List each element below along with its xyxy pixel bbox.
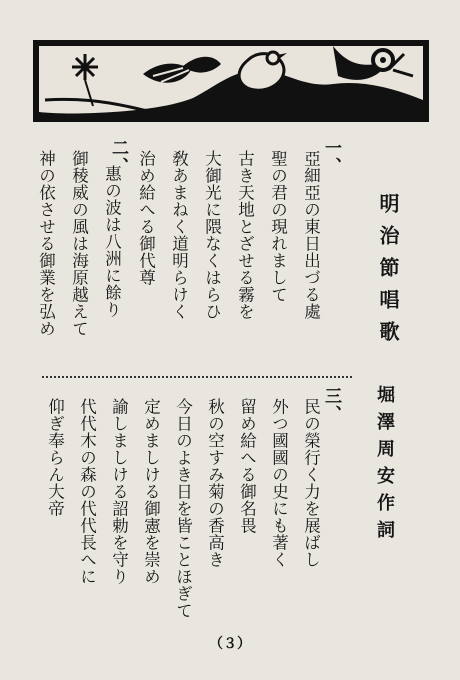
verse-line: 定めましける御憲を崇め: [141, 398, 161, 585]
section-number: 三、: [321, 387, 341, 423]
verse-line: 外つ國國の史にも著く: [269, 398, 289, 568]
woodcut-illustration: [33, 40, 429, 122]
verse-line: 大御光に隈なくはらひ: [202, 150, 222, 320]
verse-line: 代代木の森の代代長へに: [77, 398, 97, 585]
section-divider: [42, 376, 352, 378]
verse-line: 古き天地とざせる霧を: [235, 150, 255, 320]
verse-line: 治め給へる御代尊: [136, 150, 156, 286]
author-credit: 堀澤周安作詞: [374, 385, 395, 547]
verse-line: 今日のよき日を皆ことほぎて: [173, 398, 193, 619]
verse-line: 亞細亞の東日出づる處: [301, 150, 321, 320]
page-number: （３）: [209, 636, 251, 652]
verse-line: 秋の空すみ菊の香高き: [205, 398, 225, 568]
verse-line: 民の榮行く力を展ばし: [301, 398, 321, 568]
verse-line: 神の依させる御業を弘め: [36, 150, 56, 337]
header-banner: [33, 40, 429, 122]
song-title: 明治節唱歌: [376, 193, 400, 353]
verse-line: 敎あまねく道明らけく: [169, 150, 189, 320]
verse-line: 仰ぎ奉らん大帝: [45, 398, 65, 517]
verse-line: 御稜威の風は海原越えて: [69, 150, 89, 337]
section-number: 二、: [108, 139, 128, 175]
section-number: 一、: [321, 139, 341, 175]
verse-line: 諭しましける詔勅を守り: [109, 398, 129, 585]
verse-line: 聖の君の現れまして: [268, 150, 288, 303]
verse-line: 留め給へる御名畏: [237, 398, 257, 534]
verse-line: 惠の波は八洲に餘り: [102, 165, 122, 318]
